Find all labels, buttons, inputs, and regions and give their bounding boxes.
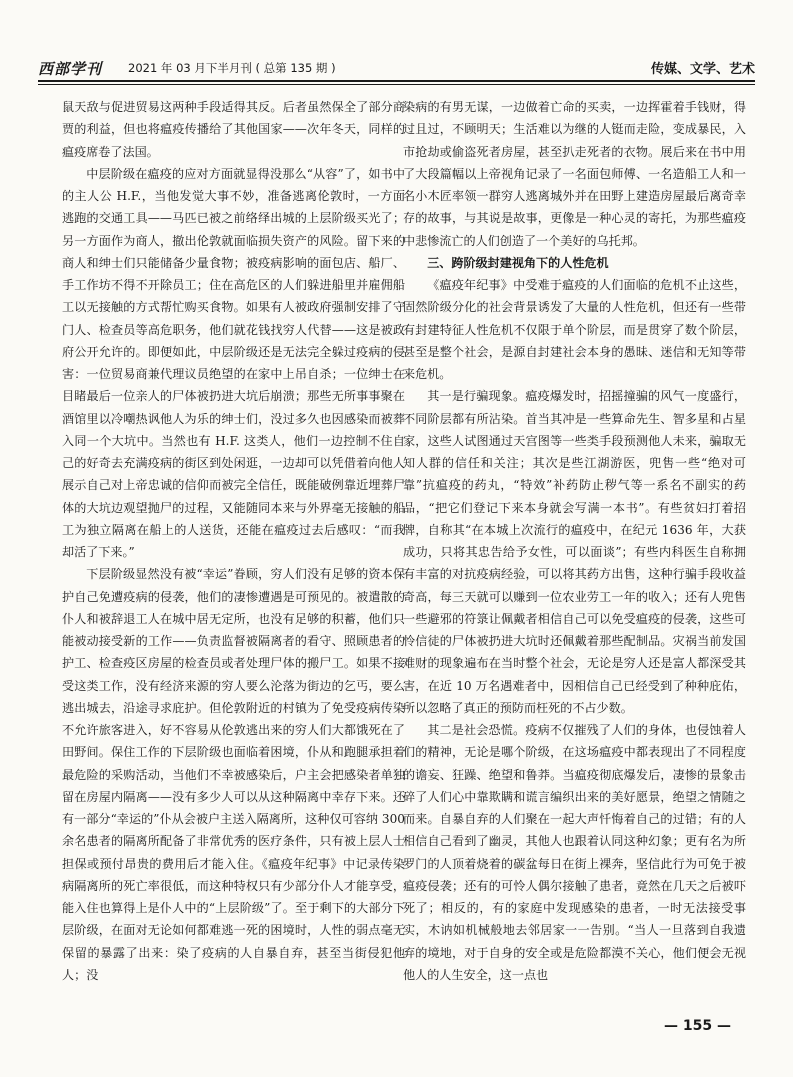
left-column [62,96,405,986]
section-heading: 三、跨阶级封建视角下的人性危机 [427,255,609,270]
page-header [38,56,755,82]
header-rule [38,80,755,82]
page-number: — 155 — [664,1018,731,1034]
paragraph: 鼠天敌与促进贸易这两种手段适得其反。后者虽然保全了部分商贾的利益，但也将瘟疫传播给了其他国家——次年冬天，同样的瘟疫席卷了法国。 [62,100,405,159]
paragraph: 染病的有男无谋，一边做着亡命的买卖，一边挥霍着手钱财，得过且过，不顾明天；生活难以为继的人铤而走险，变成暴民，入市抢劫或偷盗死者房屋，甚至扒走死者的衣物。展后来在书中用了大段篇幅以上帝视角记录了一名面包师傅、一名造船工人和一名小木匠率领一群穷人逃离城外并在田野上建造房屋最后离奇幸存的故事，与其说是故事，更像是一种心灵的寄托，为那些瘟疫中悲惨流亡的人们创造了一个美好的乌托邦。 [403,100,746,248]
paragraph: 其二是社会恐慌。疫病不仅摧残了人们的身体，也侵蚀着人们的精神，无论是哪个阶级，在这场瘟疫中都表现出了不同程度的谵妄、狂躁、绝望和鲁莽。当瘟疫彻底爆发后，凄惨的景象击碎了人们心中靠欺瞒和谎言编织出来的美好愿景，绝望之情随之而来。自暴自弃的人们聚在一起大声忏悔着自己的过错；有的人相信自己看到了幽灵，其他人也跟着认同这种幻象；更有名为所罗门的人顶着烧着的碳盆每日在街上裸奔，坚信此行为可免于被瘟疫侵袭；还有的可怜人偶尔接触了患者，竟然在几天之后被吓死了；相反的，有的家庭中发现感染的患者，一时无法接受事实，木讷如机械般地去邻居家一一告别。“当人一旦落到自我遗弃的境地，对于自身的安全或是危险都漠不关心，他们便会无视他人的人生安全，这一点也 [403,723,746,982]
paragraph: 中层阶级在瘟疫的应对方面就显得没那么“从容”了，如书中的主人公 H.F.，当他发觉大事不妙，准备逃离伦敦时，一方面逃跑的交通工具——马匹已被之前络绎出城的上层阶级买光了；另一方面作为商人，撤出伦敦就面临损失资产的风险。留下来的商人和绅士们只能储备少量食物；被疫病影响的面包店、船厂、手工作坊不得不开除员工；住在高危区的人们躲进船里并雇佣船工以无接触的方式帮忙购买食物。如果有人被政府强制安排了守门人、检查员等高危职务，他们就花钱找穷人代替——这是被政府公开允许的。即便如此，中层阶级还是无法完全躲过疫病的侵害：一位贸易商兼代理议员绝望的在家中上吊自杀；一位绅士在目睹最后一位亲人的尸体被扔进大坑后崩溃；那些无所事事聚在酒馆里以冷嘲热讽他人为乐的绅士们，没过多久也因感染而被葬入同一个大坑中。当然也有 H.F. 这类人，他们一边控制不住自己的好奇去充满疫病的街区到处闲逛，一边却可以凭借着向他人展示自己对上帝忠诚的信仰而被完全信任，既能破例靠近埋葬尸体的大坑边观望抛尸的过程，又能随同本来与外界毫无接触的船工为独立隔离在船上的人送货，还能在瘟疫过去后感叹：“而我却活了下来。” [62,166,405,559]
issue-info: 2021 年 03 月下半月刊 ( 总第 135 期 ) [128,61,336,75]
header-rule-thin [38,84,755,85]
journal-logo: 西部学刊 [38,60,103,78]
section-title: 传媒、文学、艺术 [650,62,755,77]
right-column [403,96,746,986]
paragraph: 其一是行骗现象。瘟疫爆发时，招摇撞骗的风气一度盛行，不同阶层都有所沾染。首当其冲是一些算命先生、智多星和占星家，这些人试图通过天宫图等一些类手段预测他人未来，骗取无知人群的信任和关注；其次是些江湖游医，兜售一些“绝对可靠”抗瘟疫的药丸，“特效”补药防止秽气等一系名不副实的药品，“把它们登记下来本身就会写满一本书”。有些贫妇打着招牌，自称其“在本城上次流行的瘟疫中，在纪元 1636 年，大获成功，只将其忠告给予女性，可以面谈”；有些内科医生自称拥有丰富的对抗疫病经验，可以将其药方出售，这种行骗手段收益奇高，每三天就可以赚到一位农业劳工一年的收入；还有人兜售一些避邪的符箓让佩戴者相信自己可以免受瘟疫的侵袭，这些可怜信徒的尸体被扔进大坑时还佩戴着那些配制品。灾祸当前发国难财的现象遍布在当时整个社会，无论是穷人还是富人都深受其害，在近 10 万名遇难者中，因相信自己已经受到了种种庇佑，所以忽略了真正的预防而枉死的不占少数。 [403,389,746,715]
paragraph: 下层阶级显然没有被“幸运”眷顾，穷人们没有足够的资本保护自己免遭疫病的侵袭，他们的凄惨遭遇是可预见的。被遣散的仆人和被辞退工人在城中居无定所，也没有足够的积蓄，他们只能被动接受新的工作——负责监督被隔离者的看守、照顾患者的护工、检查疫区房屋的检查员或者处理尸体的搬尸工。如果不接受这类工作，没有经济来源的穷人要么沦落为街边的乞丐，要么逃出城去，沿途寻求庇护。但伦敦附近的村镇为了免受疫病传染不允许旅客进入，好不容易从伦敦逃出来的穷人们大都饿死在了田野间。保住工作的下层阶级也面临着困境，仆从和跑腿承担着最危险的采购活动，当他们不幸被感染后，户主会把感染者单独留在房屋内隔离——没有多少人可以从这种隔离中幸存下来。还有一部分“幸运的”仆从会被户主送入隔离所，这种仅可容纳 300 余名患者的隔离所配备了非常优秀的医疗条件，只有被上层人士担保或预付昂贵的费用后才能入住。《瘟疫年纪事》中记录传染病隔离所的死亡率很低，而这种特权只有少部分仆人才能享受，能入住也算得上是仆人中的“上层阶级”了。至于剩下的大部分下层阶级，在面对无论如何都难逃一死的困境时，人性的弱点毫无保留的暴露了出来：染了疫病的人自暴自弃，甚至当街侵犯他人；没 [62,567,405,982]
paragraph: 《瘟疫年纪事》中受难于瘟疫的人们面临的危机不止这些，固然阶级分化的社会背景诱发了大量的人性危机，但还有一些带有封建特征人性危机不仅限于单个阶层，而是贯穿了数个阶层，甚至是整个社会，是源自封建社会本身的愚昧、迷信和无知等带来危机。 [403,278,746,381]
